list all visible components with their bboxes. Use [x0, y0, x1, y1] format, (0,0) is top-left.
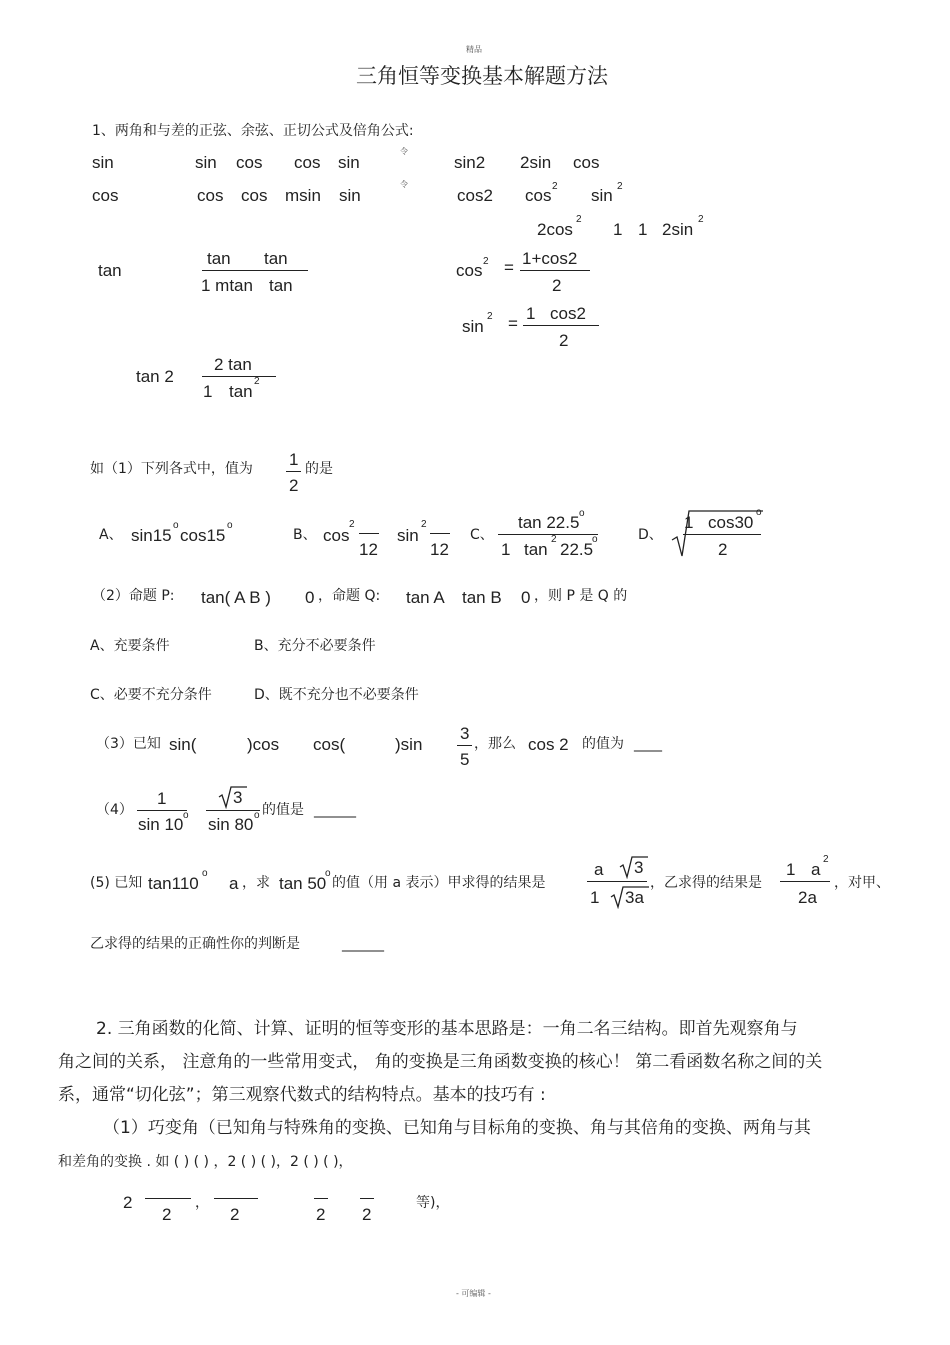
q1-option-c-den-1: 1 — [501, 540, 511, 559]
fraction-bar — [683, 534, 761, 535]
formula-cos-sum-t4: sin — [339, 186, 361, 205]
q5-expr-1: tan110 — [148, 874, 199, 893]
q1-option-b-label: B、 — [293, 527, 317, 543]
tan-sum-den-2: tan — [269, 276, 293, 295]
exponent: 2 — [698, 214, 704, 225]
q2-option-b: B、充分不必要条件 — [254, 638, 376, 654]
q5-f1-num-a: a — [594, 860, 604, 879]
double-cos-alt-t3: 1 — [638, 220, 648, 239]
fraction-bar — [206, 810, 260, 811]
double-cos-t1: cos — [525, 186, 552, 205]
fraction-bar — [286, 471, 301, 472]
q3-expr-5: cos 2 — [528, 735, 569, 754]
q3-text-1: （3）已知 — [96, 736, 161, 752]
fraction-bar — [314, 1198, 328, 1199]
tan-sum-num-1: tan — [207, 249, 231, 268]
exponent: 2 — [551, 534, 557, 545]
s2-frac-den-2: 2 — [230, 1205, 240, 1224]
q5-text-2: ，求 — [242, 875, 270, 891]
degree: o — [202, 868, 208, 879]
q5-f2-num-a: 1 — [786, 860, 796, 879]
cos-sq-den: 2 — [552, 276, 562, 295]
q5-line2: 乙求得的结果的正确性你的判断是 — [90, 936, 300, 952]
q1-option-d-den: 2 — [718, 540, 728, 559]
exponent: 2 — [576, 214, 582, 225]
q3-text-3: 的值为 — [582, 736, 624, 752]
fraction-bar — [214, 1198, 258, 1199]
fraction-bar — [145, 1198, 191, 1199]
formula-sin-sum-t4: sin — [338, 153, 360, 172]
q5-expr-2: tan 50 — [279, 874, 327, 893]
q1-option-c-num: tan 22.5 — [518, 513, 580, 532]
exponent: 2 — [349, 519, 355, 530]
q1-option-d-num-1: 1 — [684, 513, 694, 532]
q2-option-c: C、必要不充分条件 — [90, 687, 212, 703]
formula-cos-sum-t1: cos — [197, 186, 224, 205]
exponent: 2 — [421, 519, 427, 530]
tan-sum-lhs: tan — [98, 261, 122, 280]
q2-text-3: ，则 P 是 Q 的 — [534, 588, 628, 604]
q3-expr-2: )cos — [247, 735, 280, 754]
s2-frac-den-1: 2 — [162, 1205, 172, 1224]
double-cos-alt-t2: 1 — [613, 220, 623, 239]
s2-etc: 等)， — [416, 1195, 450, 1211]
q5-text-3: 的值（用 a 表示）甲求得的结果是 — [332, 875, 546, 891]
q3-frac-den: 5 — [460, 750, 470, 769]
q5-f2-num-b: a — [811, 860, 821, 879]
fraction-bar — [202, 376, 276, 377]
tan2-lhs: tan 2 — [136, 367, 174, 386]
q4-label: （4） — [96, 802, 133, 818]
q5-text-4: ，乙求得的结果是 — [650, 875, 762, 891]
section2-line-2: 角之间的关系， 注意角的一些常用变式， 角的变换是三角函数变换的核心！ 第二看函数名称之间的关 — [58, 1052, 823, 1072]
q1-option-d-label: D、 — [638, 527, 663, 543]
q3-text-2: ，那么 — [474, 736, 516, 752]
page-title: 三角恒等变换基本解题方法 — [356, 64, 608, 88]
tan2-den-2: tan — [229, 382, 253, 401]
q4-frac1-den: sin 10 — [138, 815, 184, 834]
q5-f2-den: 2a — [798, 888, 817, 907]
q1-option-d-num-2: cos30 — [708, 513, 754, 532]
s2-frac-den-3: 2 — [316, 1205, 326, 1224]
q5-blank[interactable]: ______ — [342, 936, 384, 952]
sin-sq-num-2: cos2 — [550, 304, 586, 323]
fraction-bar — [457, 745, 472, 746]
q2-option-d: D、既不充分也不必要条件 — [254, 687, 419, 703]
q5-expr-1b: a — [229, 874, 239, 893]
q2-expr-2b: tan B — [462, 588, 502, 607]
formula-cos-sum-t2: cos — [241, 186, 268, 205]
section2-line-1: 2. 三角函数的化简、计算、证明的恒等变形的基本思路是：一角二名三结构。即首先观察角与 — [96, 1019, 798, 1039]
formula-sin-sum-t2: cos — [236, 153, 263, 172]
q1-option-a-t2: cos15 — [180, 526, 226, 545]
q1-option-a-label: A、 — [99, 527, 123, 543]
degree: o — [173, 520, 179, 531]
degree: o — [227, 520, 233, 531]
exponent: 2 — [823, 854, 829, 865]
s2-expr-2: 2 — [123, 1193, 133, 1212]
q1-option-b-den1: 12 — [359, 540, 378, 559]
page-header: 精品 — [466, 45, 482, 54]
formula-cos-sum-lhs: cos — [92, 186, 119, 205]
fraction-bar — [359, 533, 379, 534]
cos-sq-lhs: cos — [456, 261, 483, 280]
q5-f1-den-b: 3a — [625, 888, 644, 907]
exponent: 2 — [552, 181, 558, 192]
q5-f1-den-a: 1 — [590, 888, 600, 907]
q4-blank[interactable]: ______ — [314, 802, 356, 818]
q1-prefix: 如（1）下列各式中，值为 — [90, 461, 253, 477]
page-footer: - 可编辑 - — [456, 1289, 491, 1298]
q2-zero-1: 0 — [305, 588, 315, 607]
q4-frac1-num: 1 — [157, 789, 167, 808]
q3-expr-1: sin( — [169, 735, 197, 754]
q3-expr-4: )sin — [395, 735, 423, 754]
section2-line-5: 和差角的变换 . 如 ( ) ( ) ，2 ( ) ( )，2 ( ) ( )， — [58, 1154, 353, 1170]
q3-expr-3: cos( — [313, 735, 346, 754]
degree: o — [325, 868, 331, 879]
fraction-bar — [523, 325, 599, 326]
q4-frac2-den: sin 80 — [208, 815, 254, 834]
degree: o — [756, 507, 762, 518]
fraction-bar — [520, 270, 590, 271]
fraction-bar — [137, 810, 187, 811]
s2-frac-den-4: 2 — [362, 1205, 372, 1224]
s2-comma: ， — [195, 1195, 209, 1211]
double-cos-alt-t4: 2sin — [662, 220, 694, 239]
formula-sin-sum-t1: sin — [195, 153, 217, 172]
formula-cos-sum-t3: msin — [285, 186, 321, 205]
q1-option-b-t1: cos — [323, 526, 350, 545]
degree: o — [592, 534, 598, 545]
equals-sign: = — [504, 258, 514, 277]
q2-expr-1: tan( A B ) — [201, 588, 271, 607]
q2-text-2: ，命题 Q: — [318, 588, 381, 604]
q3-blank[interactable]: ____ — [634, 736, 662, 752]
q1-option-c-den-3: 22.5 — [560, 540, 594, 559]
double-sin-t1: 2sin — [520, 153, 552, 172]
q1-option-b-t2: sin — [397, 526, 419, 545]
q4-frac2-num: 3 — [233, 788, 243, 807]
tan-sum-num-2: tan — [264, 249, 288, 268]
sin-sq-num-1: 1 — [526, 304, 536, 323]
q1-half-den: 2 — [289, 476, 299, 495]
degree: o — [579, 508, 585, 519]
exponent: 2 — [254, 376, 260, 387]
fraction-bar — [202, 270, 308, 271]
q2-text-1: （2）命题 P: — [92, 588, 175, 604]
formula-sin-sum-lhs: sin — [92, 153, 114, 172]
q1-option-b-den2: 12 — [430, 540, 449, 559]
degree: o — [183, 810, 189, 821]
exponent: 2 — [487, 311, 493, 322]
double-cos-lhs: cos2 — [457, 186, 493, 205]
q2-option-a: A、充要条件 — [90, 638, 170, 654]
ling-mark-2: 令 — [400, 180, 408, 189]
tan2-num: 2 tan — [214, 355, 252, 374]
q2-expr-2a: tan A — [406, 588, 445, 607]
section2-line-3: 系，通常“切化弦”；第三观察代数式的结构特点。基本的技巧有 : — [58, 1085, 546, 1105]
exponent: 2 — [483, 256, 489, 267]
fraction-bar — [498, 534, 598, 535]
q1-half-num: 1 — [289, 450, 299, 469]
q1-suffix: 的是 — [305, 461, 333, 477]
double-cos-alt-t1: 2cos — [537, 220, 573, 239]
fraction-bar — [587, 881, 647, 882]
double-cos-t2: sin — [591, 186, 613, 205]
q1-option-c-den-2: tan — [524, 540, 548, 559]
sin-sq-den: 2 — [559, 331, 569, 350]
q5-f1-num-b: 3 — [634, 858, 644, 877]
section1-heading: 1、两角和与差的正弦、余弦、正切公式及倍角公式: — [92, 123, 414, 139]
q4-suffix: 的值是 — [262, 802, 304, 818]
fraction-bar — [430, 533, 450, 534]
q5-text-1: (5) 已知 — [90, 875, 143, 891]
ling-mark-1: 令 — [400, 147, 408, 156]
degree: o — [254, 810, 260, 821]
q5-text-5: ，对甲、 — [834, 875, 890, 891]
q1-option-a-t1: sin15 — [131, 526, 172, 545]
section2-line-4: （1）巧变角（已知角与特殊角的变换、已知角与目标角的变换、角与其倍角的变换、两角与其 — [103, 1118, 811, 1138]
double-sin-t2: cos — [573, 153, 600, 172]
q1-option-c-label: C、 — [470, 527, 494, 543]
exponent: 2 — [617, 181, 623, 192]
tan2-den-1: 1 — [203, 382, 213, 401]
sin-sq-lhs: sin — [462, 317, 484, 336]
q2-zero-2: 0 — [521, 588, 531, 607]
double-sin-lhs: sin2 — [454, 153, 486, 172]
formula-sin-sum-t3: cos — [294, 153, 321, 172]
q3-frac-num: 3 — [460, 724, 470, 743]
equals-sign: = — [508, 314, 518, 333]
tan-sum-den-1: 1 mtan — [201, 276, 253, 295]
fraction-bar — [360, 1198, 374, 1199]
fraction-bar — [780, 881, 830, 882]
cos-sq-num: 1+cos2 — [522, 249, 578, 268]
